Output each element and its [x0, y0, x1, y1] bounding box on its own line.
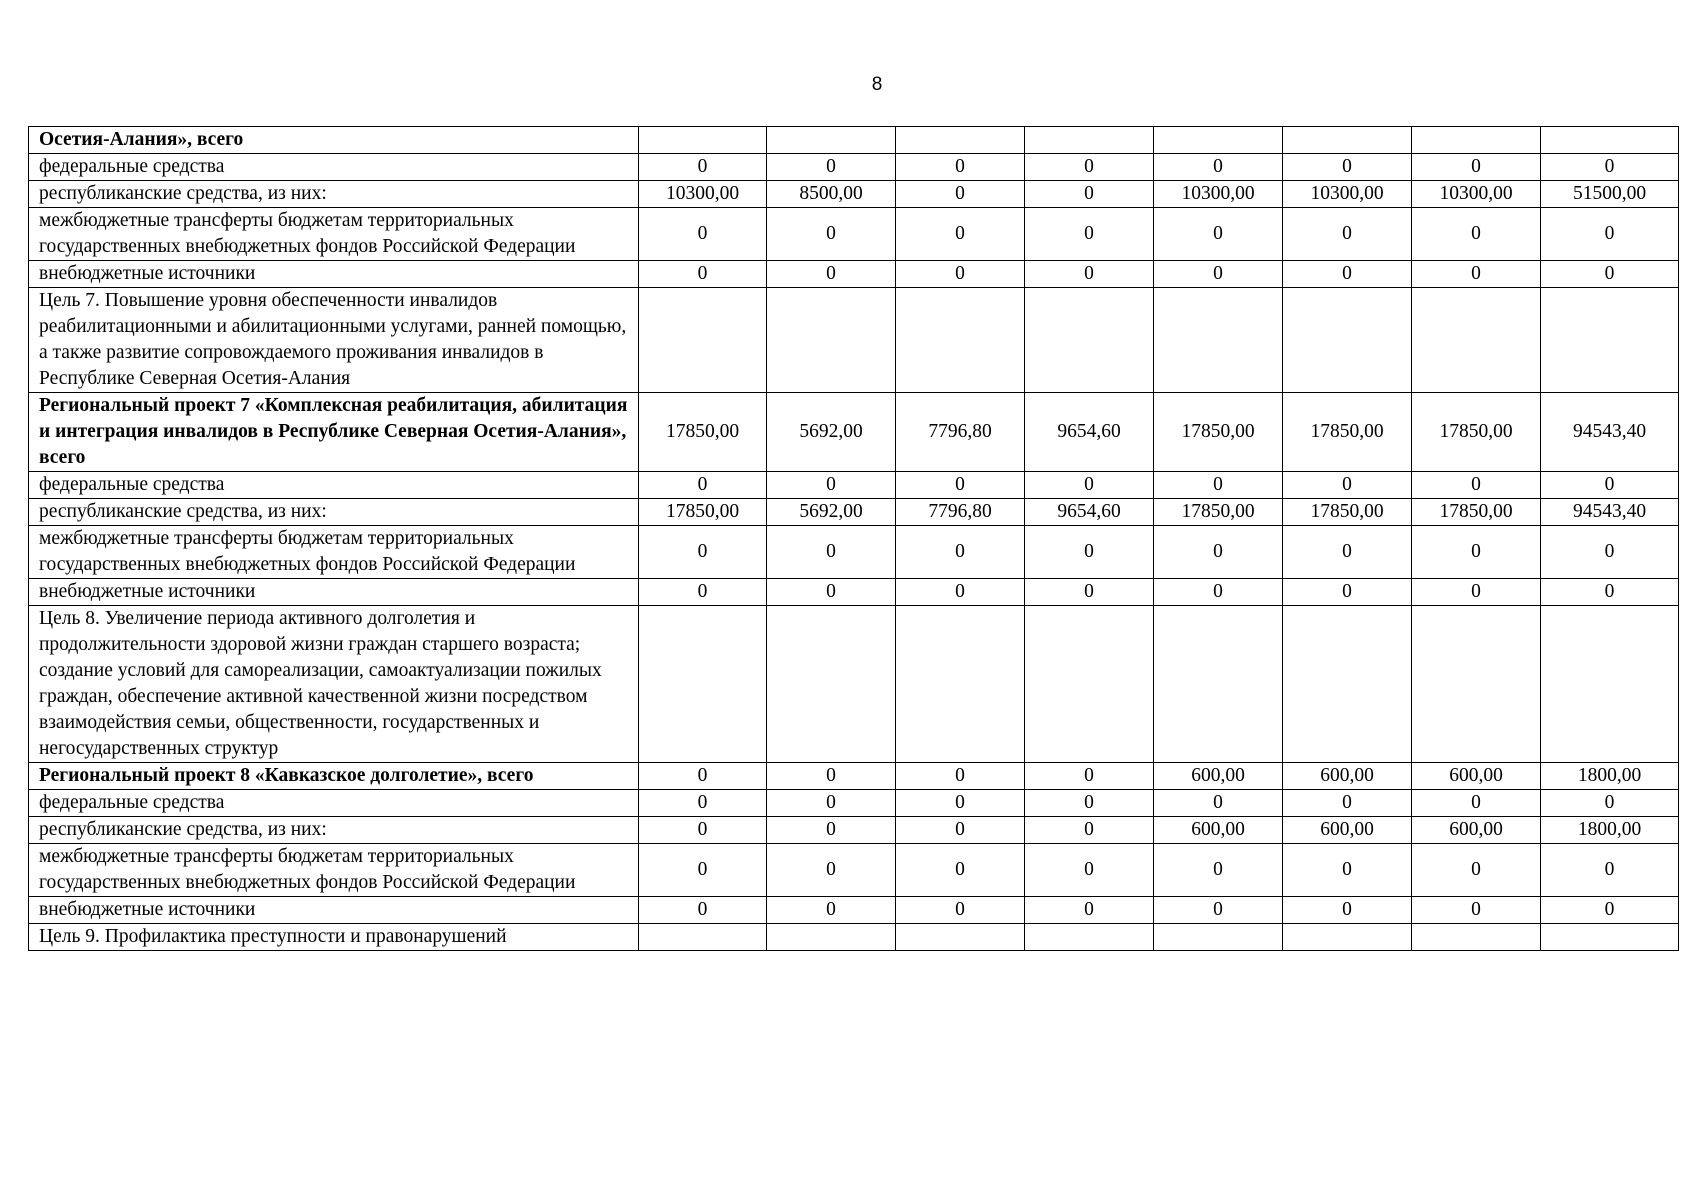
row-label: Региональный проект 7 «Комплексная реабилитация, абилитация и интеграция инвалидов в Республике Северная Осетия-Алания», всего [29, 393, 639, 472]
value-cell: 0 [767, 763, 896, 790]
value-cell: 0 [639, 817, 767, 844]
value-cell [639, 127, 767, 154]
value-cell: 0 [896, 790, 1025, 817]
value-cell: 0 [1541, 790, 1679, 817]
value-cell: 17850,00 [639, 393, 767, 472]
value-cell: 0 [1412, 526, 1541, 579]
value-cell [767, 288, 896, 393]
value-cell: 0 [767, 261, 896, 288]
value-cell [896, 924, 1025, 951]
value-cell: 0 [1412, 579, 1541, 606]
value-cell: 9654,60 [1025, 499, 1154, 526]
value-cell [1025, 288, 1154, 393]
value-cell [639, 606, 767, 763]
row-label: федеральные средства [29, 790, 639, 817]
row-label: межбюджетные трансферты бюджетам территориальных государственных внебюджетных фондов Российской Федерации [29, 208, 639, 261]
value-cell: 10300,00 [639, 181, 767, 208]
value-cell: 0 [1025, 897, 1154, 924]
value-cell [639, 288, 767, 393]
value-cell: 0 [1541, 472, 1679, 499]
table-row [29, 526, 1679, 579]
value-cell: 600,00 [1412, 763, 1541, 790]
row-label: федеральные средства [29, 472, 639, 499]
value-cell [767, 606, 896, 763]
row-label: республиканские средства, из них: [29, 817, 639, 844]
value-cell: 17850,00 [1283, 393, 1412, 472]
project-total-row [29, 127, 1679, 154]
value-cell: 0 [639, 208, 767, 261]
value-cell [1154, 924, 1283, 951]
value-cell: 51500,00 [1541, 181, 1679, 208]
value-cell: 17850,00 [1412, 393, 1541, 472]
value-cell [1154, 127, 1283, 154]
value-cell: 0 [639, 261, 767, 288]
goal-row [29, 288, 1679, 393]
value-cell: 0 [1283, 897, 1412, 924]
value-cell: 1800,00 [1541, 817, 1679, 844]
value-cell [767, 127, 896, 154]
value-cell [639, 924, 767, 951]
value-cell [1283, 924, 1412, 951]
value-cell [1283, 127, 1412, 154]
value-cell: 0 [767, 208, 896, 261]
value-cell: 0 [1025, 154, 1154, 181]
value-cell: 0 [767, 154, 896, 181]
value-cell [1412, 924, 1541, 951]
value-cell [1412, 288, 1541, 393]
value-cell: 0 [1283, 472, 1412, 499]
value-cell: 0 [1412, 790, 1541, 817]
value-cell [1154, 288, 1283, 393]
value-cell [1154, 606, 1283, 763]
value-cell: 0 [1025, 817, 1154, 844]
goal-row [29, 606, 1679, 763]
row-label: федеральные средства [29, 154, 639, 181]
value-cell [1541, 127, 1679, 154]
row-label: Цель 8. Увеличение периода активного долголетия и продолжительности здоровой жизни граждан старшего возраста; создание условий для самореализации, самоактуализации пожилых граждан, обеспечение активной качественной жизни посредством взаимодействия семьи, общественности, государственных и негосударственных структур [29, 606, 639, 763]
table-row [29, 817, 1679, 844]
value-cell: 0 [1283, 844, 1412, 897]
value-cell: 0 [639, 844, 767, 897]
budget-table-body [29, 127, 1679, 951]
value-cell [1025, 606, 1154, 763]
value-cell: 0 [1541, 897, 1679, 924]
value-cell: 10300,00 [1283, 181, 1412, 208]
value-cell [767, 924, 896, 951]
value-cell: 94543,40 [1541, 499, 1679, 526]
value-cell [1025, 924, 1154, 951]
value-cell: 0 [767, 817, 896, 844]
row-label: межбюджетные трансферты бюджетам территориальных государственных внебюджетных фондов Российской Федерации [29, 844, 639, 897]
value-cell: 0 [896, 763, 1025, 790]
value-cell: 0 [767, 790, 896, 817]
value-cell: 0 [1025, 763, 1154, 790]
value-cell: 7796,80 [896, 499, 1025, 526]
value-cell: 0 [1283, 526, 1412, 579]
value-cell: 10300,00 [1412, 181, 1541, 208]
value-cell: 0 [1154, 261, 1283, 288]
value-cell: 0 [1154, 208, 1283, 261]
goal-row [29, 924, 1679, 951]
row-label: внебюджетные источники [29, 261, 639, 288]
value-cell: 0 [767, 579, 896, 606]
value-cell [1283, 288, 1412, 393]
table-row [29, 181, 1679, 208]
value-cell: 0 [1154, 154, 1283, 181]
value-cell: 0 [896, 261, 1025, 288]
row-label: внебюджетные источники [29, 897, 639, 924]
row-label: внебюджетные источники [29, 579, 639, 606]
table-row [29, 579, 1679, 606]
value-cell: 0 [767, 526, 896, 579]
value-cell: 0 [1541, 844, 1679, 897]
value-cell [1412, 127, 1541, 154]
value-cell: 17850,00 [1154, 393, 1283, 472]
value-cell: 5692,00 [767, 393, 896, 472]
table-row [29, 472, 1679, 499]
value-cell: 5692,00 [767, 499, 896, 526]
value-cell: 0 [639, 763, 767, 790]
value-cell: 0 [1025, 261, 1154, 288]
value-cell: 17850,00 [1283, 499, 1412, 526]
value-cell: 0 [639, 897, 767, 924]
row-label: Цель 7. Повышение уровня обеспеченности инвалидов реабилитационными и абилитационными услугами, ранней помощью, а также развитие сопровождаемого проживания инвалидов в Республике Северная Осетия-Алания [29, 288, 639, 393]
value-cell: 8500,00 [767, 181, 896, 208]
value-cell: 0 [896, 154, 1025, 181]
value-cell: 0 [767, 897, 896, 924]
value-cell [1541, 288, 1679, 393]
value-cell: 0 [1025, 579, 1154, 606]
value-cell: 0 [1541, 526, 1679, 579]
value-cell [896, 127, 1025, 154]
value-cell: 0 [1154, 526, 1283, 579]
value-cell: 600,00 [1412, 817, 1541, 844]
value-cell: 0 [896, 844, 1025, 897]
value-cell: 94543,40 [1541, 393, 1679, 472]
value-cell: 0 [1025, 526, 1154, 579]
value-cell: 0 [896, 181, 1025, 208]
value-cell [1541, 606, 1679, 763]
value-cell: 0 [1154, 844, 1283, 897]
value-cell: 0 [896, 579, 1025, 606]
value-cell: 0 [1283, 154, 1412, 181]
value-cell: 0 [639, 526, 767, 579]
row-label: республиканские средства, из них: [29, 181, 639, 208]
value-cell: 0 [896, 817, 1025, 844]
table-row [29, 208, 1679, 261]
value-cell: 0 [1025, 790, 1154, 817]
value-cell: 0 [767, 844, 896, 897]
value-cell: 0 [1025, 208, 1154, 261]
value-cell: 0 [1541, 154, 1679, 181]
value-cell [1025, 127, 1154, 154]
value-cell: 0 [1283, 208, 1412, 261]
value-cell: 0 [639, 154, 767, 181]
table-row [29, 844, 1679, 897]
value-cell: 0 [1412, 472, 1541, 499]
value-cell: 0 [1025, 181, 1154, 208]
value-cell: 0 [1412, 154, 1541, 181]
value-cell: 0 [1412, 897, 1541, 924]
value-cell: 0 [1283, 579, 1412, 606]
value-cell: 7796,80 [896, 393, 1025, 472]
value-cell: 9654,60 [1025, 393, 1154, 472]
value-cell: 600,00 [1283, 763, 1412, 790]
value-cell: 1800,00 [1541, 763, 1679, 790]
row-label: Осетия-Алания», всего [29, 127, 639, 154]
page-number: 8 [871, 74, 883, 95]
table-row [29, 897, 1679, 924]
value-cell: 600,00 [1154, 763, 1283, 790]
value-cell: 600,00 [1154, 817, 1283, 844]
value-cell: 0 [639, 472, 767, 499]
value-cell: 0 [1412, 261, 1541, 288]
value-cell: 0 [1541, 579, 1679, 606]
value-cell: 600,00 [1283, 817, 1412, 844]
value-cell [1541, 924, 1679, 951]
row-label: республиканские средства, из них: [29, 499, 639, 526]
value-cell: 17850,00 [1412, 499, 1541, 526]
value-cell [1412, 606, 1541, 763]
value-cell: 0 [1541, 261, 1679, 288]
table-row [29, 261, 1679, 288]
table-row [29, 499, 1679, 526]
row-label: Региональный проект 8 «Кавказское долголетие», всего [29, 763, 639, 790]
value-cell: 0 [1412, 844, 1541, 897]
value-cell [896, 606, 1025, 763]
value-cell: 0 [896, 897, 1025, 924]
value-cell: 0 [1154, 579, 1283, 606]
project-total-row [29, 763, 1679, 790]
value-cell: 0 [639, 790, 767, 817]
value-cell: 0 [1154, 897, 1283, 924]
project-total-row [29, 393, 1679, 472]
value-cell: 0 [1154, 790, 1283, 817]
value-cell [896, 288, 1025, 393]
value-cell: 0 [896, 526, 1025, 579]
value-cell: 0 [1283, 261, 1412, 288]
value-cell: 0 [639, 579, 767, 606]
value-cell: 10300,00 [1154, 181, 1283, 208]
budget-table [28, 126, 1679, 951]
value-cell: 0 [896, 472, 1025, 499]
table-row [29, 790, 1679, 817]
row-label: Цель 9. Профилактика преступности и правонарушений [29, 924, 639, 951]
value-cell [1283, 606, 1412, 763]
value-cell: 0 [896, 208, 1025, 261]
value-cell: 17850,00 [639, 499, 767, 526]
value-cell: 0 [1283, 790, 1412, 817]
value-cell: 0 [1541, 208, 1679, 261]
value-cell: 0 [1154, 472, 1283, 499]
value-cell: 0 [1025, 844, 1154, 897]
row-label: межбюджетные трансферты бюджетам территориальных государственных внебюджетных фондов Российской Федерации [29, 526, 639, 579]
value-cell: 0 [1412, 208, 1541, 261]
value-cell: 0 [1025, 472, 1154, 499]
value-cell: 0 [767, 472, 896, 499]
value-cell: 17850,00 [1154, 499, 1283, 526]
table-row [29, 154, 1679, 181]
